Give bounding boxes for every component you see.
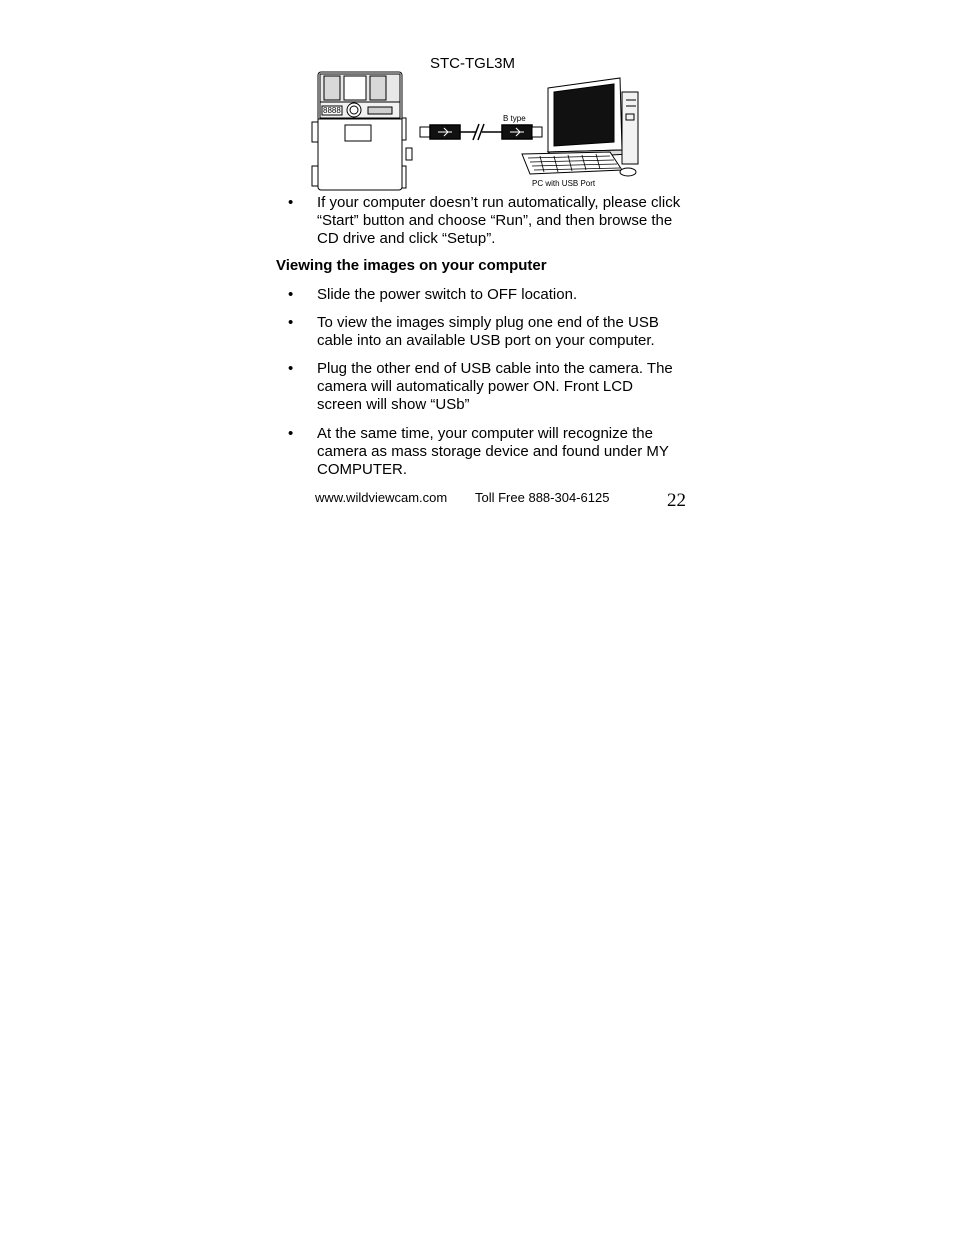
page-number: 22 — [667, 490, 686, 511]
footer-website: www.wildviewcam.com — [315, 490, 448, 505]
footer-phone: Toll Free 888-304-6125 — [475, 490, 610, 505]
list-item — [288, 425, 689, 479]
camera-lcd-text: 8888 — [323, 106, 341, 115]
bullet-symbol: • — [288, 425, 294, 442]
trail-camera-illustration — [312, 72, 412, 190]
list-item — [288, 360, 682, 414]
list-item — [288, 314, 677, 350]
bullet-symbol: • — [288, 286, 294, 303]
bullet-symbol: • — [288, 360, 294, 377]
b-type-label: B type — [503, 114, 526, 123]
list-item-text: To view the images simply plug one end of the USB cable into an available USB port on your computer. — [317, 314, 659, 349]
list-item — [288, 286, 697, 304]
list-item-text: At the same time, your computer will recognize the camera as mass storage device and found under MY COMPUTER. — [317, 425, 669, 478]
bullet-symbol: • — [288, 194, 294, 211]
list-item-text: If your computer doesn’t run automatically, please click “Start” button and choose “Run”, and then browse the CD drive and click “Setup”. — [317, 194, 681, 247]
bullet-symbol: • — [288, 314, 294, 331]
model-name: STC-TGL3M — [430, 55, 516, 72]
list-item — [288, 194, 697, 248]
usb-cable-illustration — [420, 124, 542, 140]
list-item-text: Plug the other end of USB cable into the camera. The camera will automatically power ON. Front LCD screen will show “USb” — [317, 360, 673, 413]
usb-connection-figure — [310, 70, 660, 192]
section-heading: Viewing the images on your computer — [276, 257, 547, 274]
list-item-text: Slide the power switch to OFF location. — [317, 286, 578, 303]
pc-usb-label: PC with USB Port — [532, 179, 596, 188]
